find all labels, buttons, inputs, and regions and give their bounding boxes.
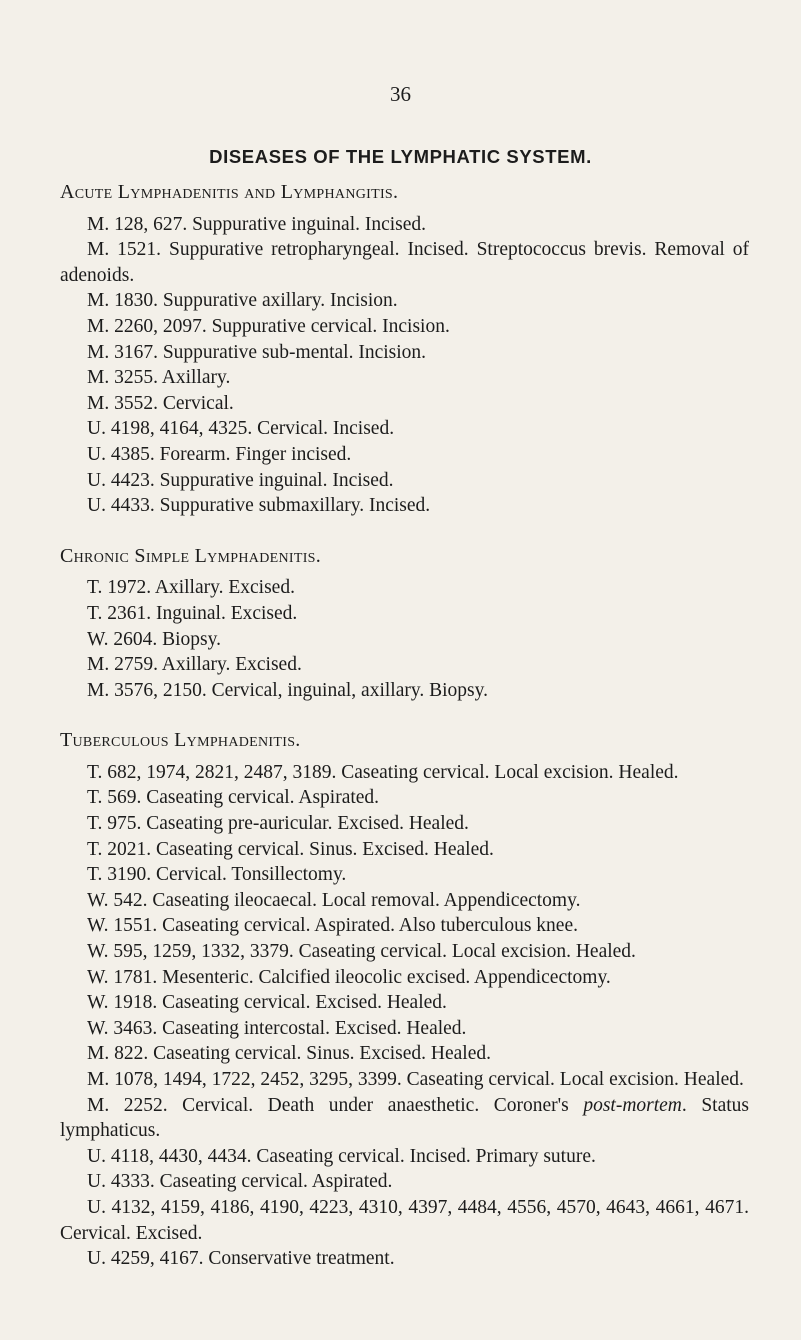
case-entry: M. 822. Caseating cervical. Sinus. Excised. Healed.	[87, 1043, 491, 1065]
section-chronic	[60, 544, 749, 704]
section-title: Acute Lymphadenitis and Lymphangitis.	[60, 181, 399, 203]
case-entry: T. 975. Caseating pre-auricular. Excised. Healed.	[87, 813, 469, 835]
case-entry: T. 569. Caseating cervical. Aspirated.	[87, 787, 380, 809]
case-entry: M. 3167. Suppurative sub-mental. Incision.	[87, 341, 427, 363]
case-entry: M. 1521. Suppurative retropharyngeal. Incised. Streptococcus brevis. Removal of adenoids.	[60, 239, 749, 286]
case-entry: U. 4385. Forearm. Finger incised.	[87, 443, 352, 465]
case-entry: M. 3255. Axillary.	[87, 367, 231, 389]
case-entry: W. 542. Caseating ileocaecal. Local removal. Appendicectomy.	[87, 889, 581, 911]
case-entry: M. 2252. Cervical. Death under anaesthetic. Coroner's post-mortem. Status lymphaticus.	[60, 1094, 749, 1142]
case-entry: W. 1918. Caseating cervical. Excised. Healed.	[87, 992, 447, 1014]
page-heading: DISEASES OF THE LYMPHATIC SYSTEM.	[209, 146, 592, 167]
case-entry: T. 1972. Axillary. Excised.	[87, 577, 295, 599]
section-tuberculous	[60, 728, 749, 1271]
case-entry: T. 682, 1974, 2821, 2487, 3189. Caseating cervical. Local excision. Healed.	[87, 761, 679, 783]
case-entry: W. 1551. Caseating cervical. Aspirated. Also tuberculous knee.	[87, 915, 578, 937]
section-title: Tuberculous Lymphadenitis.	[60, 729, 301, 752]
italic-term: post-mortem	[583, 1094, 682, 1116]
case-entry: U. 4198, 4164, 4325. Cervical. Incised.	[87, 418, 395, 440]
case-entry: W. 595, 1259, 1332, 3379. Caseating cervical. Local excision. Healed.	[87, 941, 636, 963]
case-entry: M. 2260, 2097. Suppurative cervical. Incision.	[87, 315, 450, 337]
case-entry: T. 3190. Cervical. Tonsillectomy.	[87, 864, 347, 886]
case-entry: U. 4259, 4167. Conservative treatment.	[87, 1248, 395, 1270]
case-entry: M. 3576, 2150. Cervical, inguinal, axillary. Biopsy.	[87, 679, 488, 701]
case-entry: W. 3463. Caseating intercostal. Excised. Healed.	[87, 1017, 467, 1039]
case-entry: W. 1781. Mesenteric. Calcified ileocolic excised. Appendicectomy.	[87, 966, 611, 988]
case-entry: M. 1078, 1494, 1722, 2452, 3295, 3399. Caseating cervical. Local excision. Healed.	[87, 1069, 744, 1090]
section-acute	[60, 180, 749, 519]
case-entry: U. 4433. Suppurative submaxillary. Incised.	[87, 495, 431, 517]
case-entry: M. 128, 627. Suppurative inguinal. Incised.	[87, 213, 427, 235]
case-entry: T. 2361. Inguinal. Excised.	[87, 602, 298, 624]
case-entry: U. 4132, 4159, 4186, 4190, 4223, 4310, 4397, 4484, 4556, 4570, 4643, 4661, 4671. Cervical. Excised.	[60, 1196, 749, 1244]
case-entry: U. 4423. Suppurative inguinal. Incised.	[87, 469, 394, 491]
case-entry: U. 4333. Caseating cervical. Aspirated.	[87, 1171, 393, 1193]
case-entry: M. 2759. Axillary. Excised.	[87, 654, 302, 676]
sections	[60, 180, 749, 1297]
case-entry: W. 2604. Biopsy.	[87, 628, 221, 650]
case-entry: T. 2021. Caseating cervical. Sinus. Excised. Healed.	[87, 838, 494, 860]
page-number: 36	[390, 82, 411, 106]
case-entry: M. 1830. Suppurative axillary. Incision.	[87, 290, 398, 312]
case-entry: M. 3552. Cervical.	[87, 392, 234, 414]
section-title: Chronic Simple Lymphadenitis.	[60, 544, 322, 567]
case-entry: U. 4118, 4430, 4434. Caseating cervical. Incised. Primary suture.	[87, 1145, 596, 1167]
